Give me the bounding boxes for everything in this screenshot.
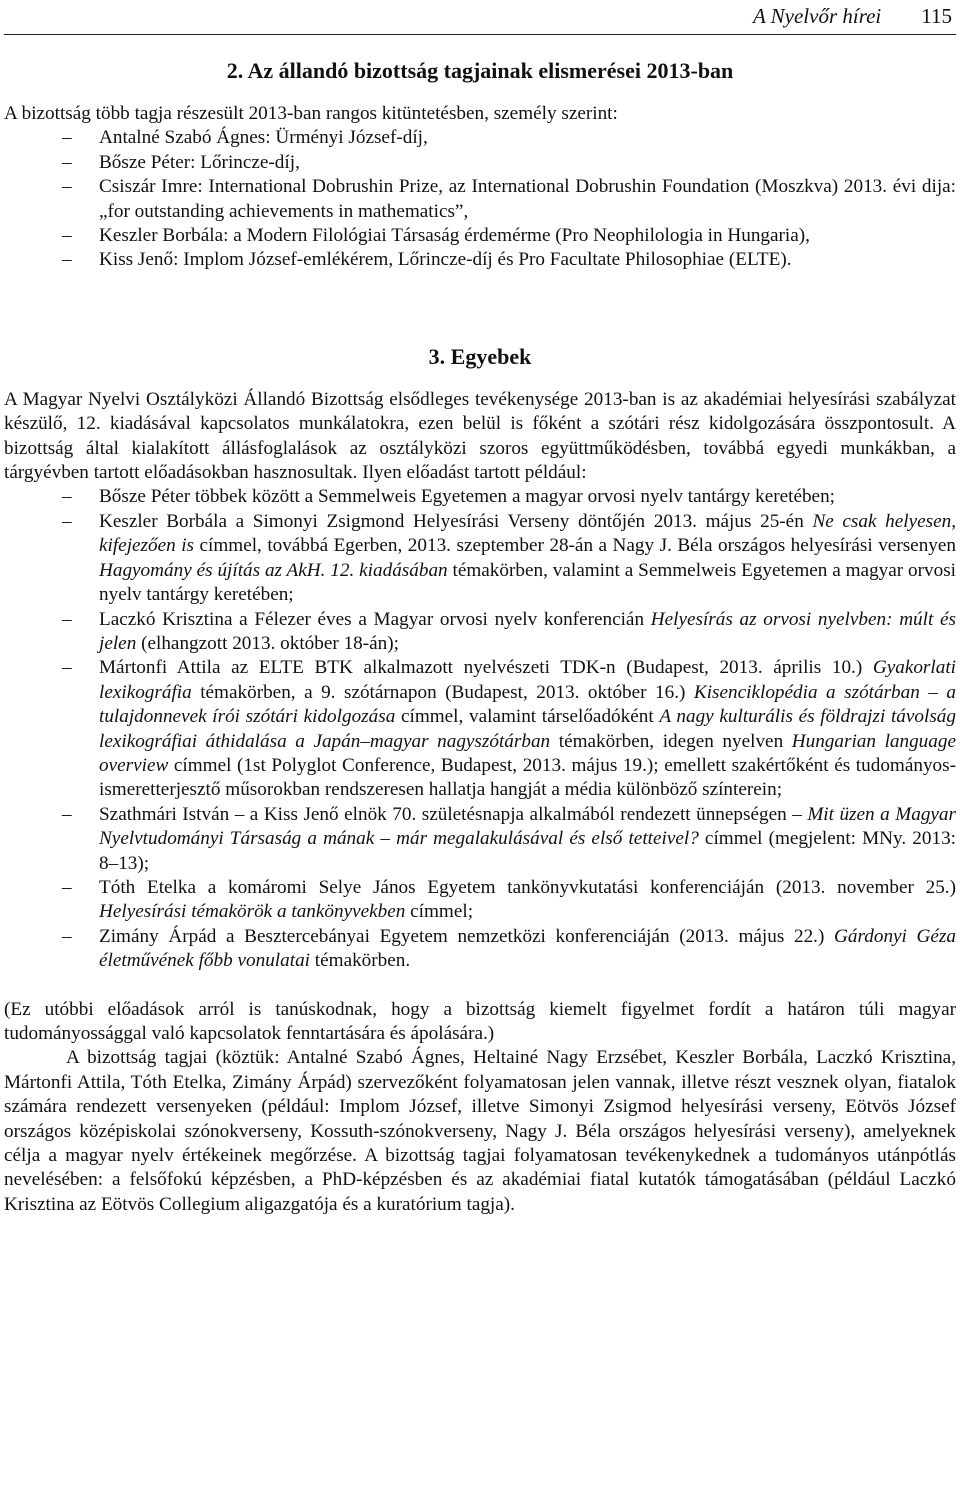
section-3-heading: 3. Egyebek <box>428 343 532 369</box>
lecture-item: – Laczkó Krisztina a Félezer éves a Magyar orvosi nyelv konferencián Helyesírás az orvosi nyelvben: múlt és jelen (elhangzott 2013. október 18-án); <box>4 608 956 657</box>
lecture-item: – Mártonfi Attila az ELTE BTK alkalmazott nyelvészeti TDK-n (Budapest, 2013. április 10.) Gyakorlati lexikográfia témakörben, a 9. szótárnapon (Budapest, 2013. október 16.) Kisenciklopédia a szótárban – a tulajdonnevek írói szótári kidolgozása címmel, valamint társelőadóként A nagy kulturális és földrajzi távolság lexikográfiai áthidalása a Japán–magyar nagyszótárban témakörben, idegen nyelven Hungarian language overview címmel (1st Polyglot Conference, Budapest, 2013. május 19.); emellett szakértőként és tudományos-ismeretterjesztő műsorokban rendszeresen hallatja hangját a média különböző színterein; <box>4 656 956 802</box>
lecture-item: – Szathmári István – a Kiss Jenő elnök 70. születésnapja alkalmából rendezett ünnepségen – Mit üzen a Magyar Nyelvtudományi Társaság a mának – már megalakulásával és első tetteivel? címmel (megjelent: MNy. 2013: 8–13); <box>4 803 956 876</box>
running-header <box>4 0 956 35</box>
lecture-item: – Bősze Péter többek között a Semmelweis Egyetemen a magyar orvosi nyelv tantárgy keretében; <box>4 485 956 509</box>
lecture-title: Hagyomány és újítás az AkH. 12. kiadásában <box>99 559 448 581</box>
lecture-title: Gárdonyi Géza életművének főbb vonulatai <box>99 925 956 972</box>
award-item: – Antalné Szabó Ágnes: Ürményi József-díj, <box>4 126 956 150</box>
lecture-title: A nagy kulturális és földrajzi távolság lexikográfiai áthidalása a Japán–magyar nagyszótárban <box>99 706 956 752</box>
lecture-item: – Keszler Borbála a Simonyi Zsigmond Helyesírási Verseny döntőjén 2013. május 25-én Ne csak helyesen, kifejezően is címmel, továbbá Egerben, 2013. szeptember 28-án a Nagy J. Béla országos helyesírási versenyen Hagyomány és újítás az AkH. 12. kiadásában témakörben, valamint a Semmelweis Egyetemen a magyar orvosi nyelv tantárgy keretében; <box>4 510 956 608</box>
lecture-title: Hungarian language overview <box>99 730 956 776</box>
section-2-heading: 2. Az állandó bizottság tagjainak elismerései 2013-ban <box>226 58 734 83</box>
award-item: – Keszler Borbála: a Modern Filológiai Társaság érdemérme (Pro Neophilologia in Hungaria), <box>4 224 956 248</box>
lecture-title: Mit üzen a Magyar Nyelvtudományi Társaság a mának – már megalakulásával és első tetteivel? <box>99 803 956 850</box>
section-3-intro: A Magyar Nyelvi Osztályközi Állandó Bizottság elsődleges tevékenysége 2013-ban is az akadémiai helyesírási szabályzat készülő, 12. kiadásával kapcsolatos munkálatokra, ezen belül is főként a szótári rész kidolgozására összpontosult. A bizottság által kialakított állásfoglalások az osztályközi szoros együttműködésben, továbbá egyedi munkákban, a tárgyévben tartott előadásokban hasznosultak. Ilyen előadást tartott például: <box>4 388 956 484</box>
lecture-title: Helyesírási témakörök a tankönyvekben <box>99 901 406 923</box>
page-number: 115 <box>921 4 952 28</box>
lecture-title: Ne csak helyesen, kifejezően is <box>99 510 956 557</box>
lectures-list <box>4 485 956 973</box>
award-item: – Csiszár Imre: International Dobrushin Prize, az International Dobrushin Foundation (Moszkva) 2013. évi dija: „for outstanding achievements in mathematics”, <box>4 175 956 224</box>
lecture-title: Gyakorlati lexikográfia <box>99 657 956 703</box>
section-3-note: (Ez utóbbi előadások arról is tanúskodnak, hogy a bizottság kiemelt figyelmet fordít a határon túli magyar tudományossággal való kapcsolatok fenntartására és ápolására.) <box>4 998 956 1044</box>
award-item: – Kiss Jenő: Implom József-emlékérem, Lőrincze-díj és Pro Facultate Philosophiae (ELTE). <box>4 248 956 272</box>
section-2-intro: A bizottság több tagja részesült 2013-ban rangos kitüntetésben, személy szerint: <box>4 103 618 124</box>
award-item: – Bősze Péter: Lőrincze-díj, <box>4 151 956 175</box>
lecture-item: – Zimány Árpád a Besztercebányai Egyetem nemzetközi konferenciáján (2013. május 22.) Gárdonyi Géza életművének főbb vonulatai témakörben. <box>4 925 956 974</box>
lecture-title: Helyesírás az orvosi nyelvben: múlt és jelen <box>99 608 956 654</box>
paragraph-spacer <box>4 974 956 998</box>
section-3-closing: A bizottság tagjai (köztük: Antalné Szabó Ágnes, Heltainé Nagy Erzsébet, Keszler Borbála, Laczkó Krisztina, Mártonfi Attila, Tóth Etelka, Zimány Árpád) szervezőként folyamatosan jelen vannak, illetve részt vesznek olyan, fiatalok számára rendezett versenyeken (például: Implom József, illetve Simonyi Zsigmod helyesírási verseny, Eötvös József országos középiskolai szónokverseny, Kossuth-szónokverseny, Nagy J. Béla országos helyesírási verseny), amelyeknek célja a magyar nyelv értékeinek megőrzése. A bizottság tagjai folyamatosan tevékenykednek a tudományos utánpótlás nevelésében: a felsőfokú képzésben, a PhD-képzésben és az akadémiai fiatal kutatók támogatásában (például Laczkó Krisztina az Eötvös Collegium aligazgatója és a kuratórium tagja). <box>4 1047 956 1215</box>
lecture-item: – Tóth Etelka a komáromi Selye János Egyetem tankönyvkutatási konferenciáján (2013. november 25.) Helyesírási témakörök a tankönyvekben címmel; <box>4 876 956 925</box>
lecture-title: Kisenciklopédia a szótárban – a tulajdonnevek írói szótári kidolgozása <box>99 681 957 728</box>
running-title: A Nyelvőr hírei <box>752 4 882 28</box>
awards-list <box>4 126 956 272</box>
